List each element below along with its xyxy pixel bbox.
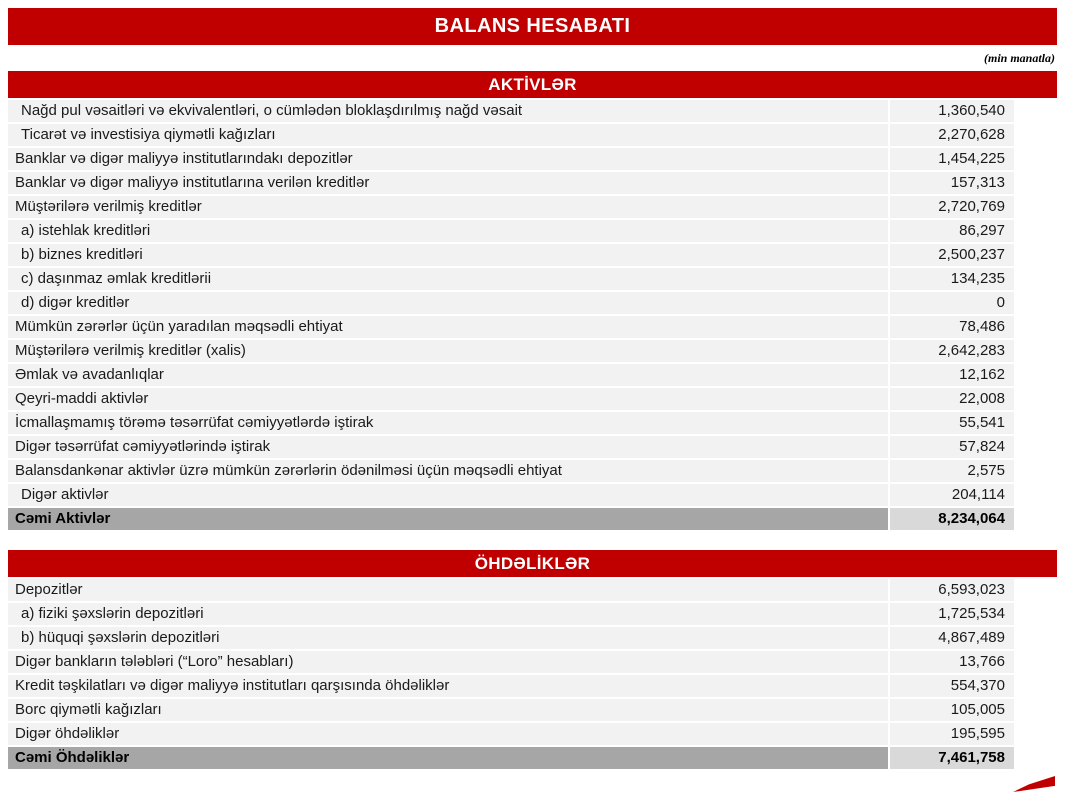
row-label: d) digər kreditlər — [8, 292, 888, 314]
table-row — [8, 124, 1014, 146]
table-row — [8, 723, 1014, 745]
row-value: 105,005 — [890, 699, 1014, 721]
table-row — [8, 627, 1014, 649]
table-row — [8, 675, 1014, 697]
row-value: 57,824 — [890, 436, 1014, 458]
row-label: Kredit təşkilatları və digər maliyyə institutları qarşısında öhdəliklər — [8, 675, 888, 697]
row-label: İcmallaşmamış törəmə təsərrüfat cəmiyyətlərdə iştirak — [8, 412, 888, 434]
table-row — [8, 244, 1014, 266]
section-rows — [8, 100, 1057, 530]
section-header: ÖHDƏLİKLƏR — [8, 550, 1057, 577]
row-value: 8,234,064 — [890, 508, 1014, 530]
table-row — [8, 340, 1014, 362]
row-label: Borc qiymətli kağızları — [8, 699, 888, 721]
row-value: 1,360,540 — [890, 100, 1014, 122]
row-value: 78,486 — [890, 316, 1014, 338]
row-value: 6,593,023 — [890, 579, 1014, 601]
row-value: 22,008 — [890, 388, 1014, 410]
row-value: 1,454,225 — [890, 148, 1014, 170]
row-value: 1,725,534 — [890, 603, 1014, 625]
row-label: Cəmi Aktivlər — [8, 508, 888, 530]
balance-section — [8, 550, 1057, 769]
row-label: Əmlak və avadanlıqlar — [8, 364, 888, 386]
row-value: 86,297 — [890, 220, 1014, 242]
table-row — [8, 603, 1014, 625]
balance-section — [8, 71, 1057, 530]
report-title: BALANS HESABATI — [434, 15, 631, 37]
row-label: Müştərilərə verilmiş kreditlər — [8, 196, 888, 218]
row-label: Cəmi Öhdəliklər — [8, 747, 888, 769]
row-value: 13,766 — [890, 651, 1014, 673]
table-row — [8, 196, 1014, 218]
row-label: Balansdankənar aktivlər üzrə mümkün zərərlərin ödənilməsi üçün məqsədli ehtiyat — [8, 460, 888, 482]
row-label: Banklar və digər maliyyə institutlarındakı depozitlər — [8, 148, 888, 170]
row-value: 157,313 — [890, 172, 1014, 194]
row-label: Mümkün zərərlər üçün yaradılan məqsədli ehtiyat — [8, 316, 888, 338]
table-row — [8, 699, 1014, 721]
row-value: 554,370 — [890, 675, 1014, 697]
row-value: 2,642,283 — [890, 340, 1014, 362]
row-label: b) hüquqi şəxslərin depozitləri — [8, 627, 888, 649]
row-value: 12,162 — [890, 364, 1014, 386]
row-value: 2,720,769 — [890, 196, 1014, 218]
row-label: Digər aktivlər — [8, 484, 888, 506]
sections-container — [8, 71, 1057, 769]
table-row — [8, 436, 1014, 458]
row-label: Banklar və digər maliyyə institutlarına verilən kreditlər — [8, 172, 888, 194]
row-label: Depozitlər — [8, 579, 888, 601]
row-value: 2,270,628 — [890, 124, 1014, 146]
report-title-bar — [8, 8, 1057, 45]
table-row — [8, 268, 1014, 290]
row-value: 0 — [890, 292, 1014, 314]
row-label: Müştərilərə verilmiş kreditlər (xalis) — [8, 340, 888, 362]
row-value: 7,461,758 — [890, 747, 1014, 769]
table-row — [8, 148, 1014, 170]
row-label: a) istehlak kreditləri — [8, 220, 888, 242]
section-header: AKTİVLƏR — [8, 71, 1057, 98]
row-label: Digər öhdəliklər — [8, 723, 888, 745]
row-label: c) daşınmaz əmlak kreditlərii — [8, 268, 888, 290]
row-value: 2,500,237 — [890, 244, 1014, 266]
table-row — [8, 388, 1014, 410]
table-row — [8, 172, 1014, 194]
row-value: 4,867,489 — [890, 627, 1014, 649]
row-label: a) fiziki şəxslərin depozitləri — [8, 603, 888, 625]
row-label: Digər bankların tələbləri (“Loro” hesabları) — [8, 651, 888, 673]
table-row — [8, 220, 1014, 242]
table-row — [8, 100, 1014, 122]
table-row — [8, 412, 1014, 434]
unit-note: (min manatla) — [983, 51, 1055, 65]
row-label: Qeyri-maddi aktivlər — [8, 388, 888, 410]
table-row — [8, 364, 1014, 386]
row-value: 204,114 — [890, 484, 1014, 506]
table-row — [8, 460, 1014, 482]
section-rows — [8, 579, 1057, 769]
total-row — [8, 508, 1014, 530]
table-row — [8, 316, 1014, 338]
row-label: Ticarət və investisiya qiymətli kağızları — [8, 124, 888, 146]
row-value: 134,235 — [890, 268, 1014, 290]
row-label: b) biznes kreditləri — [8, 244, 888, 266]
row-value: 195,595 — [890, 723, 1014, 745]
total-row — [8, 747, 1014, 769]
corner-swoosh-decoration — [1013, 776, 1055, 792]
table-row — [8, 651, 1014, 673]
row-value: 2,575 — [890, 460, 1014, 482]
table-row — [8, 579, 1014, 601]
table-row — [8, 484, 1014, 506]
row-label: Digər təsərrüfat cəmiyyətlərində iştirak — [8, 436, 888, 458]
table-row — [8, 292, 1014, 314]
row-label: Nağd pul vəsaitləri və ekvivalentləri, o cümlədən bloklaşdırılmış nağd vəsait — [8, 100, 888, 122]
row-value: 55,541 — [890, 412, 1014, 434]
